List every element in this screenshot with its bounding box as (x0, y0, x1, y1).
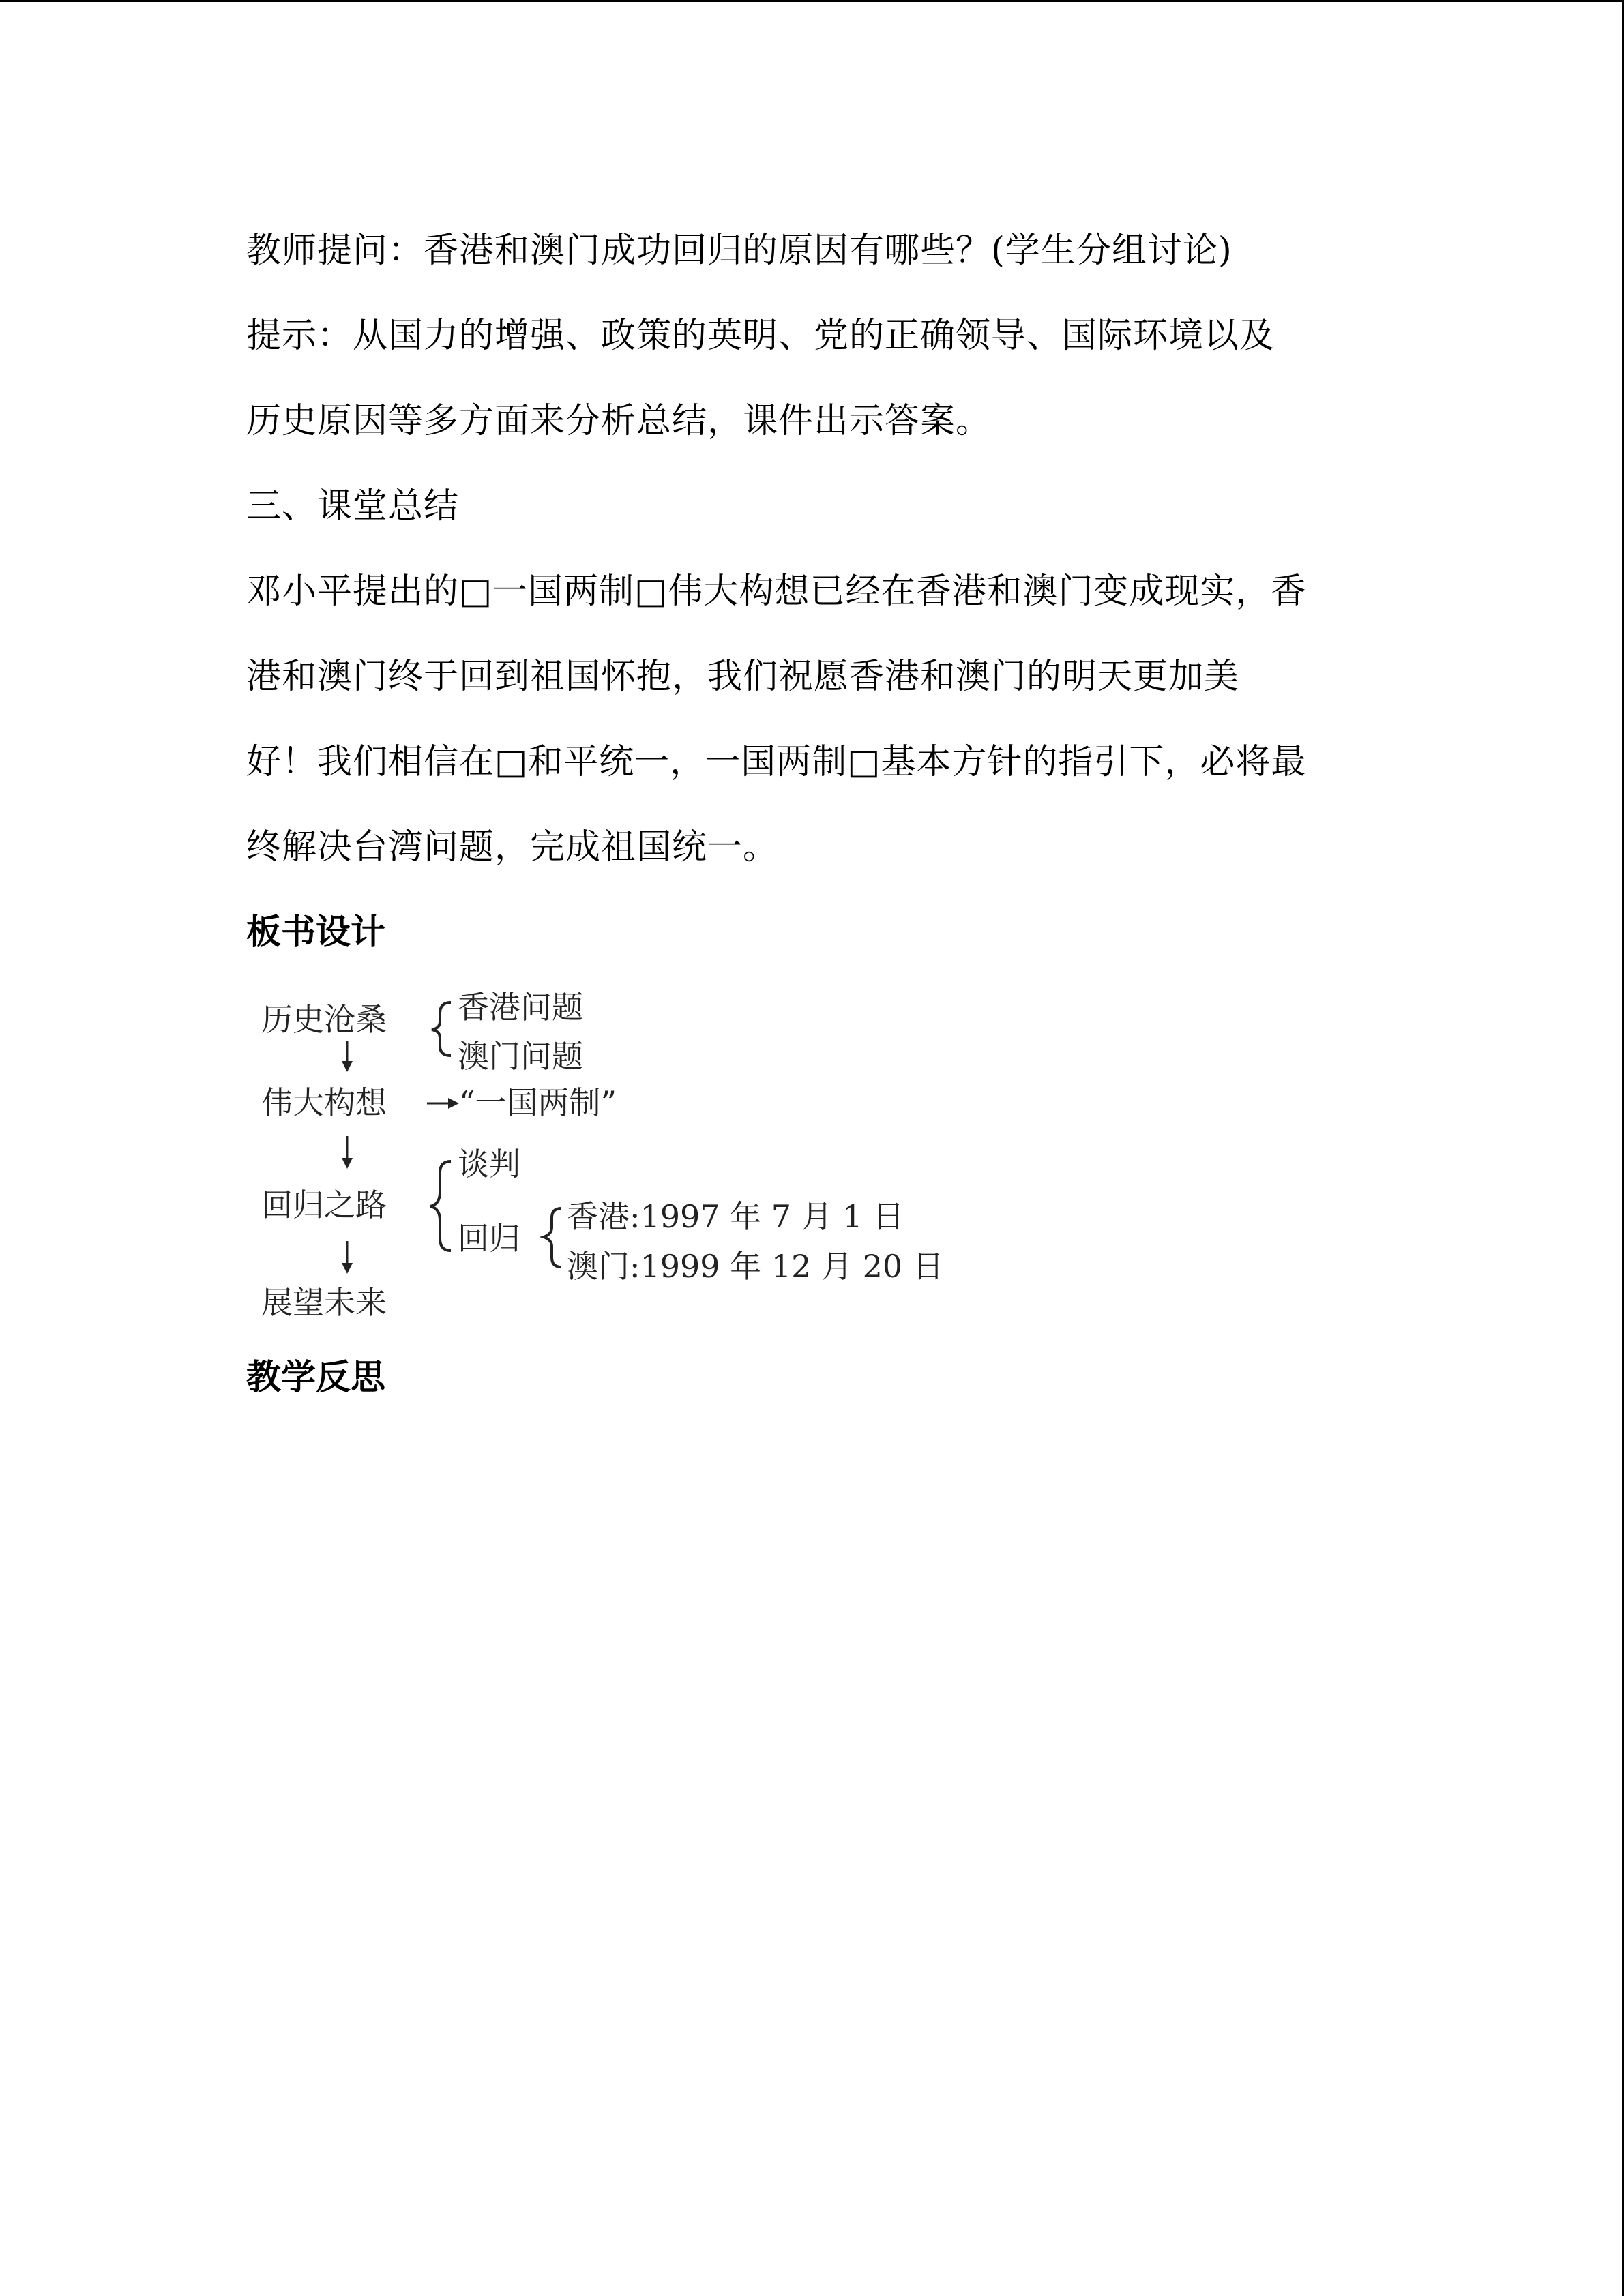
section-title-summary: 三、课堂总结 (246, 486, 460, 526)
paragraph-summary-1: 邓小平提出的□一国两制□伟大构想已经在香港和澳门变成现实，香 (246, 571, 1307, 612)
heading-reflection: 教学反思 (246, 1358, 386, 1398)
board-negotiation: 谈判 (458, 1146, 520, 1182)
board-design-diagram (246, 987, 1037, 1328)
board-macau-date: 澳门:1999 年 12 月 20 日 (567, 1248, 944, 1285)
board-return: 回归 (458, 1220, 520, 1257)
board-hk-issue: 香港问题 (458, 989, 583, 1026)
paragraph-summary-3: 好！我们相信在□和平统一，一国两制□基本方针的指引下，必将最 (246, 742, 1307, 782)
arrowhead-down-2 (342, 1158, 353, 1169)
brace-history (432, 1002, 451, 1056)
paragraph-summary-2: 港和澳门终于回到祖国怀抱，我们祝愿香港和澳门的明天更加美 (246, 657, 1240, 697)
heading-board-design: 板书设计 (246, 912, 386, 953)
arrowhead-down-1 (342, 1061, 353, 1072)
paragraph-summary-4: 终解决台湾问题，完成祖国统一。 (246, 827, 779, 867)
document-body (246, 208, 1378, 1420)
board-future: 展望未来 (261, 1284, 387, 1321)
board-history: 历史沧桑 (261, 1001, 387, 1038)
board-hk-date: 香港:1997 年 7 月 1 日 (567, 1198, 904, 1235)
arrowhead-right (448, 1098, 459, 1109)
brace-road (430, 1161, 451, 1251)
paragraph-teacher-question: 教师提问：香港和澳门成功回归的原因有哪些？(学生分组讨论) (246, 230, 1232, 271)
arrowhead-down-3 (342, 1263, 353, 1274)
board-diagram-svg (246, 987, 1037, 1328)
board-one-country: “一国两制” (459, 1084, 617, 1121)
board-road-return: 回归之路 (261, 1187, 387, 1223)
brace-return (544, 1208, 561, 1267)
page-border-top (0, 0, 1624, 2)
paragraph-hint-2: 历史原因等多方面来分析总结，课件出示答案。 (246, 401, 992, 441)
paragraph-hint-1: 提示：从国力的增强、政策的英明、党的正确领导、国际环境以及 (246, 316, 1275, 356)
board-macau-issue: 澳门问题 (458, 1038, 583, 1075)
board-great-idea: 伟大构想 (261, 1084, 387, 1121)
